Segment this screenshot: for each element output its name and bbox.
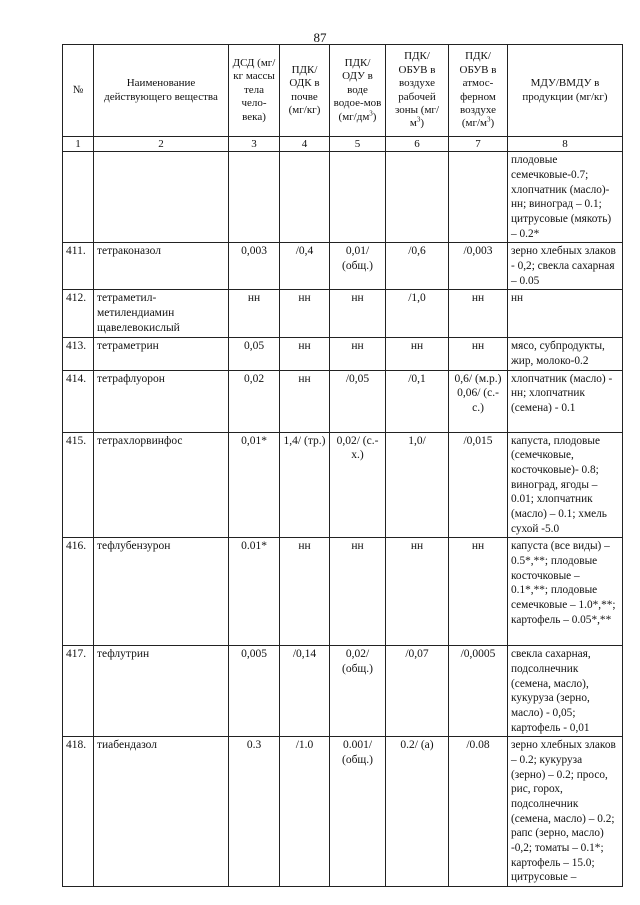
header-no: № (63, 45, 94, 137)
water-limit: нн (330, 290, 386, 338)
water-limit: 0,02/ (общ.) (330, 646, 386, 737)
substance-name: тетрафлуорон (94, 370, 229, 432)
soil-limit: нн (280, 370, 330, 432)
row-number: 417. (63, 646, 94, 737)
header-pdk-atmosphere: ПДК/ ОБУВ в атмос-ферном воздухе $(мг/м^3)$ (449, 45, 508, 137)
atmosphere-limit: /0.08 (449, 737, 508, 887)
soil-limit: /0,4 (280, 243, 330, 290)
substance-row (63, 243, 623, 290)
atmosphere-limit: нн (449, 338, 508, 370)
substance-name: тетраметрин (94, 338, 229, 370)
substance-name: тетраконазол (94, 243, 229, 290)
water-limit: /0,05 (330, 370, 386, 432)
dsd-value: 0,003 (229, 243, 280, 290)
workzone-air-limit: нн (386, 538, 449, 646)
dsd-value: 0,05 (229, 338, 280, 370)
column-number: 1 (63, 137, 94, 152)
dsd-value: 0,005 (229, 646, 280, 737)
mdu-value: зерно хлебных злаков – 0.2; кукуруза (зерно) – 0.2; просо, рис, горох, подсолнечник (семена, масло) – 0.2; рапс (зерно, масло) -0,2; томаты – 0.1*; картофель – 15.0; цитрусовые – (508, 737, 623, 887)
column-number: 4 (280, 137, 330, 152)
header-mdu: МДУ/ВМДУ в продукции (мг/кг) (508, 45, 623, 137)
column-number: 3 (229, 137, 280, 152)
substance-row (63, 538, 623, 646)
row-number: 415. (63, 432, 94, 538)
mdu-value: плодовые семечковые-0.7; хлопчатник (масло)-нн; виноград – 0.1; цитрусовые (мякоть) – 0.2* (508, 152, 623, 243)
dsd-value: 0.01* (229, 538, 280, 646)
soil-limit: нн (280, 538, 330, 646)
row-number: 416. (63, 538, 94, 646)
water-limit: 0.001/ (общ.) (330, 737, 386, 887)
substance-row (63, 737, 623, 887)
substance-name: тефлутрин (94, 646, 229, 737)
substance-name: тетраметил-метилендиамин щавелевокислый (94, 290, 229, 338)
column-number: 8 (508, 137, 623, 152)
water-limit (330, 152, 386, 243)
dsd-value: 0.3 (229, 737, 280, 887)
regulation-table (62, 44, 623, 887)
substance-name (94, 152, 229, 243)
row-number: 413. (63, 338, 94, 370)
soil-limit: /0,14 (280, 646, 330, 737)
atmosphere-limit: /0,003 (449, 243, 508, 290)
substance-row (63, 432, 623, 538)
header-name: Наименование действующего вещества (94, 45, 229, 137)
mdu-value: зерно хлебных злаков - 0,2; свекла сахарная – 0.05 (508, 243, 623, 290)
soil-limit: /1.0 (280, 737, 330, 887)
substance-name: тефлубензурон (94, 538, 229, 646)
mdu-value: нн (508, 290, 623, 338)
mdu-value: хлопчатник (масло) - нн; хлопчатник (семена) - 0.1 (508, 370, 623, 432)
atmosphere-limit: 0,6/ (м.р.) 0,06/ (с.-с.) (449, 370, 508, 432)
workzone-air-limit: /0,1 (386, 370, 449, 432)
workzone-air-limit: 1,0/ (386, 432, 449, 538)
atmosphere-limit: /0,0005 (449, 646, 508, 737)
column-number: 2 (94, 137, 229, 152)
substance-row (63, 370, 623, 432)
soil-limit: 1,4/ (тр.) (280, 432, 330, 538)
workzone-air-limit: /1,0 (386, 290, 449, 338)
header-dsd: ДСД (мг/кг массы тела чело-века) (229, 45, 280, 137)
mdu-value: капуста (все виды) – 0.5*,**; плодовые косточковые – 0.1*,**; плодовые семечковые – 1.0*,**; картофель – 0.05*,** (508, 538, 623, 646)
workzone-air-limit: /0,07 (386, 646, 449, 737)
header-row (63, 45, 623, 137)
row-number: 412. (63, 290, 94, 338)
soil-limit: нн (280, 290, 330, 338)
water-limit: нн (330, 338, 386, 370)
substance-row (63, 290, 623, 338)
substance-row (63, 646, 623, 737)
atmosphere-limit: /0,015 (449, 432, 508, 538)
workzone-air-limit: нн (386, 338, 449, 370)
workzone-air-limit: 0.2/ (а) (386, 737, 449, 887)
header-pdk-workzone: ПДК/ ОБУВ в воздухе рабочей зоны $(мг/м^3)$ (386, 45, 449, 137)
row-number (63, 152, 94, 243)
column-number: 5 (330, 137, 386, 152)
water-limit: нн (330, 538, 386, 646)
column-number: 7 (449, 137, 508, 152)
dsd-value: 0,01* (229, 432, 280, 538)
water-limit: 0,01/ (общ.) (330, 243, 386, 290)
substance-row (63, 152, 623, 243)
water-limit: 0,02/ (с.-х.) (330, 432, 386, 538)
soil-limit: нн (280, 338, 330, 370)
header-pdk-water: ПДК/ ОДУ в воде водое-мов $(мг/дм^3)$ (330, 45, 386, 137)
dsd-value (229, 152, 280, 243)
column-number: 6 (386, 137, 449, 152)
dsd-value: 0,02 (229, 370, 280, 432)
soil-limit (280, 152, 330, 243)
atmosphere-limit: нн (449, 290, 508, 338)
row-number: 414. (63, 370, 94, 432)
header-pdk-soil: ПДК/ ОДК в почве (мг/кг) (280, 45, 330, 137)
row-number: 411. (63, 243, 94, 290)
mdu-value: капуста, плодовые (семечковые, косточковые)- 0.8; виноград, ягоды – 0.01; хлопчатник (масло) – 0.1; хмель сухой -5.0 (508, 432, 623, 538)
dsd-value: нн (229, 290, 280, 338)
page-number: 87 (313, 30, 327, 45)
mdu-value: мясо, субпродукты, жир, молоко-0.2 (508, 338, 623, 370)
atmosphere-limit: нн (449, 538, 508, 646)
row-number: 418. (63, 737, 94, 887)
workzone-air-limit: /0,6 (386, 243, 449, 290)
mdu-value: свекла сахарная, подсолнечник (семена, масло), кукуруза (зерно, масло) - 0,05; картофель - 0,01 (508, 646, 623, 737)
substance-name: тетрахлорвинфос (94, 432, 229, 538)
workzone-air-limit (386, 152, 449, 243)
substance-row (63, 338, 623, 370)
substance-name: тиабендазол (94, 737, 229, 887)
atmosphere-limit (449, 152, 508, 243)
column-number-row (63, 137, 623, 152)
